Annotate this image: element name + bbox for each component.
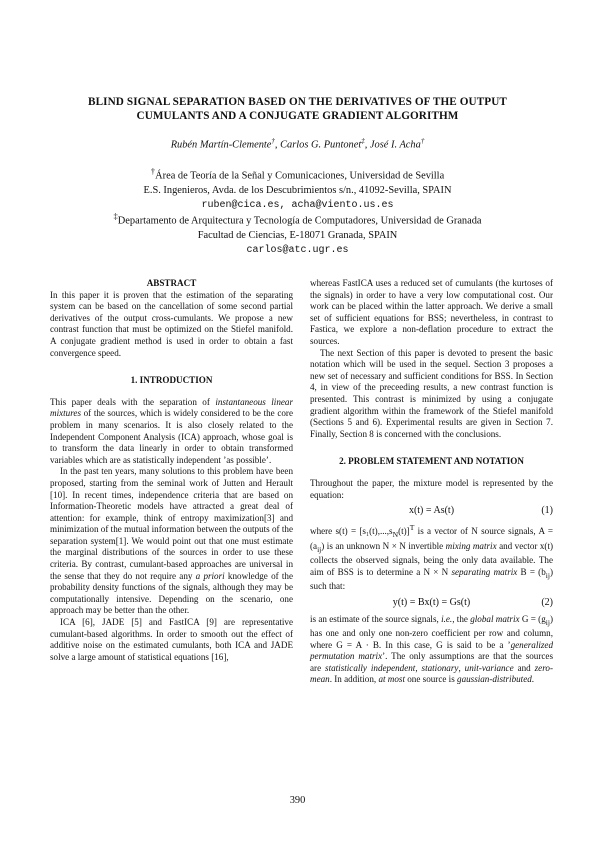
affiliation-email: carlos@atc.ugr.es [246, 245, 349, 257]
equation-2 [310, 595, 553, 612]
author-list [60, 137, 535, 150]
section2-heading: 2. PROBLEM STATEMENT AND NOTATION [339, 456, 524, 467]
intro-paragraph-3: ICA [6], JADE [5] and FastICA [9] are representative cumulant-based algorithms. In order to smooth out the effect of additive noise on the estimated cumulants, both ICA and JADE solve a large amount of statistical equations [16], [50, 617, 293, 662]
author-mark: ‡ [361, 137, 365, 145]
author-name: José I. Acha [369, 139, 421, 151]
abstract-text: In this paper it is proven that the estimation of the separating system can be based on the cancellation of some second partial derivatives of the output cross-cumulants. We propose a new contrast function that must be optimized on the Stiefel manifold. A conjugate gradient method is used in order to obtain a fast convergence speed. [50, 289, 293, 358]
equation-number: (2) [541, 596, 553, 608]
affiliation-mark: † [150, 166, 156, 176]
right-column [310, 278, 553, 686]
equation-body: y(t) = Bx(t) = Gs(t) [392, 596, 471, 608]
affiliation-line: Facultad de Ciencias, E-18071 Granada, SPAIN [197, 230, 398, 242]
equation-body: x(t) = As(t) [408, 505, 455, 517]
section2-paragraph-2: where $s(t) = [s_1(t),...,s_N(t)]^T$ is a vector of N source signals, $A = (a_{ij})$ is an unknown N × N invertible mixing matrix and vector x(t) collects the observed signals, being the only data available. The aim of BSS is to determine a N × N separating matrix $B = (b_{ij})$ such that: [310, 523, 554, 591]
affiliation-mark: ‡ [113, 211, 118, 221]
affiliation-second [60, 209, 535, 258]
author-separator: , [364, 139, 370, 151]
intro-paragraph-4: whereas FastICA uses a reduced set of cumulants (the kurtoses of the signals) in order to have a very low computational cost. Our work can be placed within the latter approach. We derive a small set of sufficient equations for BSS; nevertheless, in contrast to Fastica, we explore a non-deflation procedure to extract the sources. [310, 278, 553, 346]
title-line-2: CUMULANTS AND A CONJUGATE GRADIENT ALGORITHM [136, 109, 459, 122]
author-mark: † [271, 137, 275, 145]
affiliation-email: ruben@cica.es, acha@viento.us.es [201, 200, 394, 212]
equation-1 [310, 503, 553, 520]
affiliation-first [60, 164, 535, 213]
author-separator: , [274, 139, 281, 151]
affiliation-line: Departamento de Arquitectura y Tecnología de Computadores, Universidad de Granada [117, 215, 482, 227]
introduction-heading: 1. INTRODUCTION [130, 375, 213, 386]
paper-title [60, 96, 535, 123]
intro-paragraph-2: In the past ten years, many solutions to this problem have been proposed, starting from the seminal work of Jutten and Herault [10]. In recent times, independence criteria that are based on Information-Theoretic models have attracted a great deal of attention: for example, think of entropy maximization[3] and minimization of the mutual information between the outputs of the separation system[1]. We would point out that one must estimate the marginal distributions of the sources in order to use these criteria. By contrast, cumulant-based approaches are universal in the sense that they do not require any a priori knowledge of the probability density functions of the signals, although they may be computationally intensive. Depending on the scenario, one approach may be better than the other. [50, 466, 294, 616]
author-name: Rubén Martín-Clemente [170, 139, 272, 151]
intro-paragraph-5: The next Section of this paper is devoted to present the basic notation which will be used in the sequel. Section 3 proposes a new set of necessary and sufficient conditions for BSS. In Section 4, in view of the preceeding results, a new contrast function is presented. This contrast is minimized by using a conjugate gradient algorithm within the framework of the Stiefel manifold (Sections 5 and 6). Experimental results are given in Section 7. Finally, Section 8 is concerned with the conclusions. [310, 347, 553, 439]
equation-number: (1) [541, 505, 553, 517]
section2-paragraph-1: Throughout the paper, the mixture model is represented by the equation: [310, 477, 553, 500]
author-mark: † [420, 137, 425, 145]
left-column [50, 278, 293, 663]
title-line-1: BLIND SIGNAL SEPARATION BASED ON THE DERIVATIVES OF THE OUTPUT [88, 96, 507, 108]
page-number: 390 [289, 795, 306, 806]
section2-paragraph-3: is an estimate of the source signals, i.e., the global matrix $G = (g_{ij})$ has one and only one non-zero coefficient per row and column, where G = A · B. In this case, G is said to be a ’generalized permutation matrix’. The only assumptions are that the sources are statistically independent, stationary, unit-variance and zero-mean. In addition, at most one source is gaussian-distributed. [310, 613, 553, 685]
author-name: Carlos G. Puntonet [280, 139, 362, 151]
abstract-heading: ABSTRACT [146, 278, 197, 288]
affiliation-line: Área de Teoría de la Señal y Comunicaciones, Universidad de Sevilla [155, 170, 445, 182]
intro-paragraph-1: This paper deals with the separation of instantaneous linear mixtures of the sources, which is widely considered to be the core problem in many scenarios. It is also closely related to the Independent Component Analysis (ICA) approach, whose goal is to transform the data linearly in order to obtain transformed variables which are as statistically independent ’as possible’. [50, 396, 293, 465]
affiliation-line: E.S. Ingenieros, Avda. de los Descubrimientos s/n., 41092-Sevilla, SPAIN [143, 185, 452, 197]
